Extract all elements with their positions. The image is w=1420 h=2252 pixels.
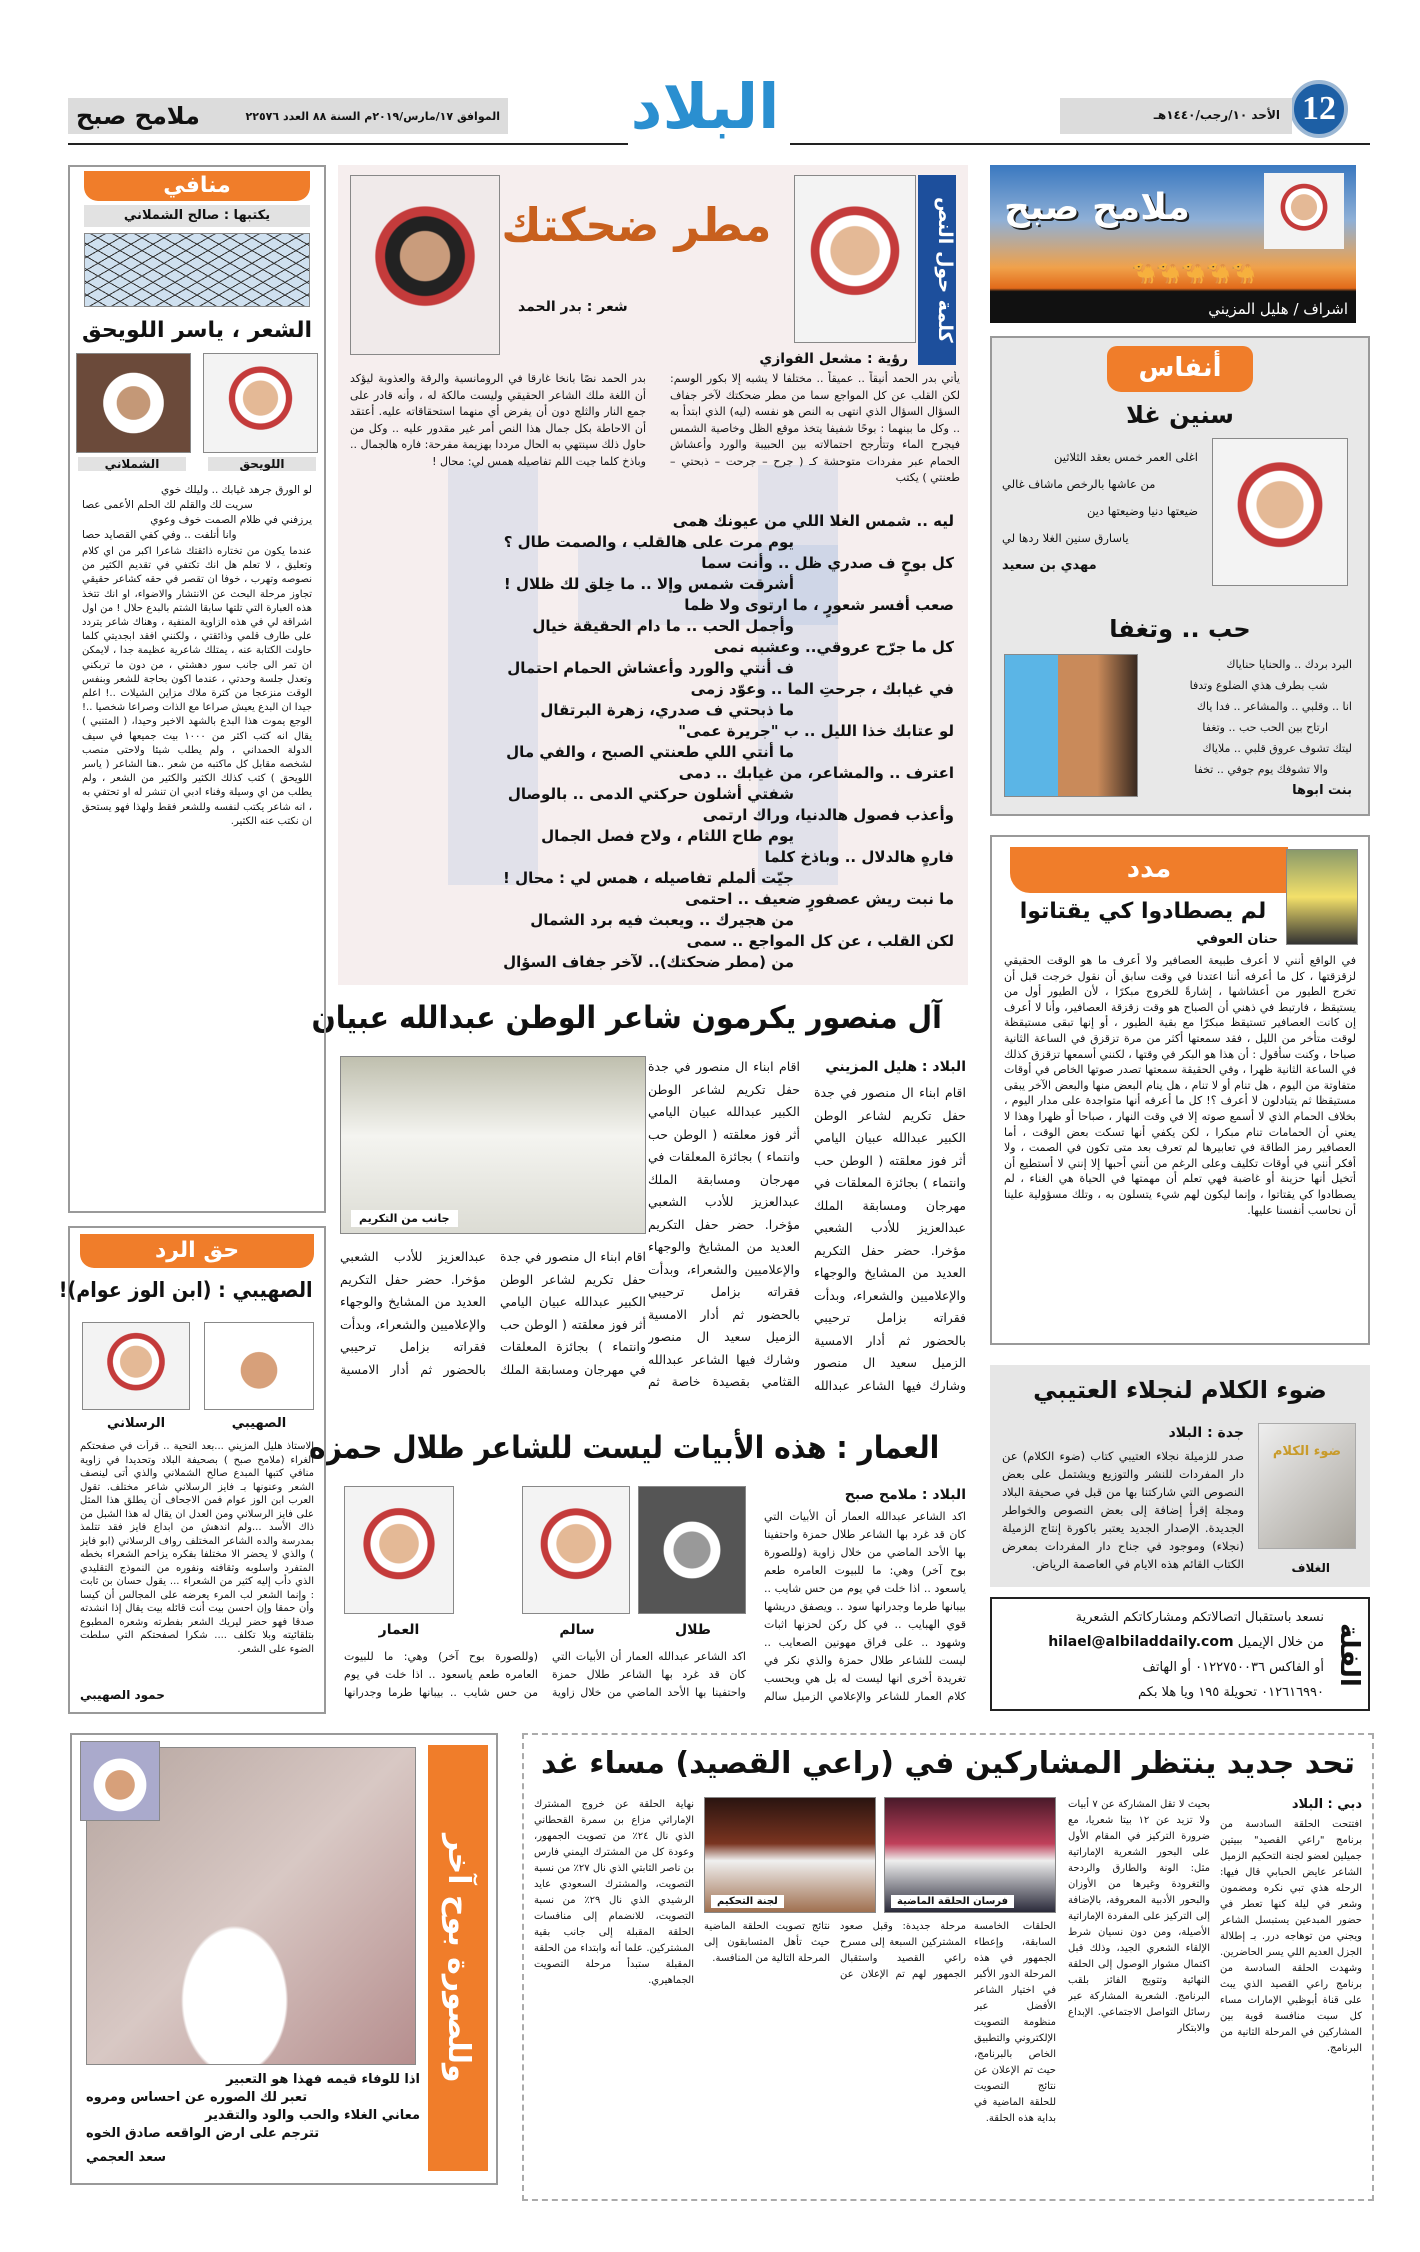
feature-title: مطر ضحكتك [501, 198, 772, 252]
article3-dateline: دبي : البلاد [1291, 1797, 1362, 1812]
manafi-label: منافي [84, 171, 310, 201]
anfas-box [990, 336, 1370, 816]
poem-line: والا تشوفك يوم جوفي .. تخفا [1194, 763, 1328, 776]
haq-alrad-title: الصهيبي : (ابن الوز عوام)! [58, 1278, 313, 1302]
poem-line: ياسارق سنين الغلا ردها لي [1002, 531, 1129, 545]
issue-info-bar [68, 98, 508, 134]
poem-line: اعترف .. والمشاعر، من غيابك .. دمى [678, 764, 954, 782]
article3-col4: مرحلة جديدة: وقبل صعود المشتركين السبعة إلى مسرح راعي القصيد واستقبال الجمهور لهم تم الإعلان عن نتائج تصويت الحلقة الماضية حيث تأهل المتسابقون إلى المرحلة التالية من المنافسة. [704, 1921, 966, 1980]
photo-caption: الشملاني [78, 457, 186, 471]
article-honoring [311, 990, 968, 1410]
article-ammar [309, 1420, 968, 1715]
salem-photo [522, 1486, 630, 1614]
haq-alrad-box [58, 1226, 326, 1714]
ceremony-photo [340, 1056, 646, 1234]
story-verse [86, 2071, 420, 2167]
story-author: سعد العجمي [86, 2150, 167, 2165]
poem1 [1002, 444, 1198, 579]
poem-line: وأعذب فصول هالدنيا، وراك ارتمى [702, 806, 954, 824]
article2-body-cont: اكد الشاعر عبدالله العمار أن الأبيات التي كان قد غرد بها الشاعر طلال حمزة واحتفينا بها الأحد الماضي من خلال زاوية (وللصورة بوح آخر) وهي: ما للبيوت العامره طعم ياسعود .. اذا خلت في يوم من حس شايب .. بيبانها طرما وجدرانها [344, 1650, 746, 1699]
verse-line: تترجم على ارض الواقعه صادق الخوه [86, 2126, 320, 2141]
article1-title: آل منصور يكرمون شاعر الوطن عبدالله عبيان [311, 1000, 942, 1036]
article3-title: تحد جديد ينتظر المشاركين في (راعي القصيد) مساء غد [541, 1746, 1355, 1781]
issue-info: الموافق ١٧/مارس/٢٠١٩م السنة ٨٨ العدد ٢٢٥٧٦ [245, 109, 500, 123]
poem-line: شب بطرف هذي الضلوع وتدفا [1189, 679, 1328, 692]
poem-line: البرد بردك .. والحنايا حناياك [1226, 658, 1352, 671]
section-banner [990, 165, 1356, 323]
madad-box [990, 835, 1370, 1345]
verse-line: معاني الغلاء والحب والود والتقدير [205, 2108, 420, 2123]
article2-dateline: البلاد : ملامح صبح [844, 1487, 966, 1503]
contact-text [998, 1605, 1324, 1705]
verse-line: سريت لك والقلم لك الحلم الأعمى عصا [82, 499, 253, 511]
photo-caption: الرسلاني [106, 1416, 166, 1431]
haq-alrad-body: الاستاذ هليل المزيني ...بعد التحية .. قرأت في صفحتكم الغراء (ملامح صبح ) بصحيفة البلاد وتحديدا في زاوية منافي كتبها المبدع صالح الشملاني والذي أتى لينصف الشعر وعنونها بـ فايز الرسلاني شاعر مختلف. تقول العرب ابن الوز عوام فمن الاجحاف أن يطلق هذا المثل على فايز الرسلاني ومن العدل ان يقال له هذا الشبل من ذاك الأسد ...ولم اندهش من ابداع فايز فقد تتلمذ بمدرسة والده الشاعر المختلف رواف الرسلاني (ابو فايز ) والذي لا يحضر الا مختلفا بفكره يزاحم الشعراء بخطه المتفرد واسلوبه وثقافته ونفوره من النموذج التقليدي الذي دأب إليه كثير من الشعراء ... يقول حسان بن ثابت : وإنما الشعر لب المرء يعرضه على المجالس أن كيسا وأن حمقا وإن احسن بيت أنت قائله بيت يقال إذا انشدته صدقا فهو حضر ليريك الشعر بفطرته وشعره المطبوع بتلقائيته وبلا تكلف .... شكرا لصفحتكم التي سلطت الضوء على الشعر. [80, 1441, 314, 1655]
poem-line: من (مطر ضحكتك).. لآخر جفاف السؤال [503, 953, 794, 971]
poem-line: فارهٍ هالدلال .. وباذخ كلما [764, 848, 954, 866]
shamlani-photo [76, 353, 191, 453]
page-number-badge: 12 [1290, 80, 1348, 138]
poem-line: ف أنتي والورد وأعشاش الحمام احتمال [507, 659, 794, 677]
poem2-title: حب .. وتغفا [1109, 615, 1251, 643]
contact-logo: الفلة [1334, 1623, 1364, 1687]
poem-line: انا .. وقلبي .. والمشاعر .. فدا ياك [1196, 700, 1352, 713]
banner-title: ملامح صبح [1004, 187, 1190, 228]
poem2 [1146, 654, 1352, 801]
poem-line: شفتي أشلون حركتي الدمى .. بالوصال [507, 785, 794, 803]
poem-author: مهدي بن سعيد [1002, 558, 1097, 573]
poet-photo [350, 175, 500, 355]
critic-intro-continued: بدر الحمد نصًا بانخا غارقا في الرومانسية والرقة والعذوبة ليؤكد أن اللغة ملك الشاعر الحقيقي وليست مالكة له ، وأنه قادر على جمع النار والثلج دون أن يفرض أي منهما استحقاقاته عليه. أعتقد أن الاحاطة بكل جمال هذا النص أمر غير مقدور عليه .. وكل من حاول ذلك سينتهي به الحال مرددا بهزيمة مفرحة: فاره هالجمال .. وباذخ كلما جيت اللم تفاصيله همس لي: محال ! [350, 372, 646, 468]
poet-label: شعر : بدر الحمد [518, 299, 628, 315]
poem-line: اغلى العمر خمس بعقد الثلاثين [1054, 450, 1198, 464]
poem-line: يوم طاح اللثام ، ولاح فصل الجمال [541, 827, 794, 845]
article3-col3: الحلقات الخامسة السابقة، وإعطاء الجمهور في هذه المرحلة الدور الأكبر في اختيار الشاعر الأفضل عبر منظومة التصويت الإلكتروني والتطبيق الخاص بالبرنامج، حيث تم الإعلان عن نتائج التصويت للحلقة الماضية في بداية هذه الحلقة. [974, 1921, 1056, 2124]
article1-dateline: البلاد : هليل المزيني [825, 1059, 966, 1075]
section-title: ملامح صبح [76, 102, 200, 130]
article3-col2: بحيث لا تقل المشاركة عن ٧ أبيات ولا تزيد عن ١٢ بيتا شعريا، مع ضرورة التركيز في المقام الأول على البحور الشعرية الإماراتية مثل: الونة والطارق والردحة والتغرودة وغيرها من الأوزان والبحور الأدبية المعروفة، بالإضافة إلى التركيز على المفردة الإماراتية الأصيلة، ومن دون نسيان شرط الإلقاء الشعري الجيد، وذلك قبل اكتمال مشوار الوصول إلى الحلقة النهائية وتتويج الفائز بلقب البرنامج. الشعرية المشاركة عبر رسائل التواصل الاجتماعي. الإبداع والابتكار [1068, 1799, 1210, 2034]
poem-line: أشرقت شمس وإلا .. ما خِلق لك ظلال ! [503, 575, 794, 593]
newspaper-logo: البلاد [630, 70, 780, 143]
jury-photo [704, 1797, 876, 1913]
photo-caption: العمار [378, 1622, 420, 1638]
critic-label: رؤية : مشعل الفوازي [759, 351, 908, 367]
book-box [990, 1365, 1370, 1587]
photo-caption: اللويحق [208, 457, 316, 471]
haq-alrad-signature: حمود الصهيبي [80, 1688, 165, 1702]
verse-line: يرزفني في ظلام الصمت خوف وعوي [150, 514, 312, 526]
poet-photo [1212, 438, 1348, 586]
photo-caption: سالم [559, 1622, 595, 1638]
poem-line: كل ما جرّح عروقي.. وعشبه نمى [713, 638, 954, 656]
poem-line: ما نبت ريش عصفورٍ ضعيف .. احتمى [685, 890, 954, 908]
madad-body: في الواقع أنني لا أعرف طبيعة العصافير ولا أعرف ما هو الوقت الحقيقي لزقزقتها ، كل ما أعرفه أننا اعتدنا في وقت سابق أن نقول خرجت قبل أن تخرج الطيور من أعشاشها ، إشارةً للخروج مبكرًا ، لأن الطيور أول من يستيقظ ، فارتبط في ذهني أن الصباح هو وقت زقزقة العصافير، وأنا لا أعرف إن كانت العصافير تستيقظ مبكرًا مع بقية الطيور ، أو إنها تبقى مستيقظة لوقت متأخر من الليل ، فقد سمعتها أكثر من مرة تزقزق في الساعة الثانية صباحا ، وكنت سأقول : أن هذا هو البكر في وقتها ، لكنني أسمعها تزقزق كذلك في الساعة الثانية ظهرا ، وفي الحقيقة سمعتها تصدر صوتها الخاص في أوقات متفاوتة من اليوم ، هل تنام أو لا تنام ، هل ينام البعض منها والبعض الآخر يبقى مستيقظا ثم يتبادلون لا أعرف ؟! كل ما أعرفه أنها متواجدة على مدار اليوم ، بخلاف الحمام الذي لا أسمع صوته إلا في وقت النهار ، صباحا أو ظهرا وهذا لا يعني أن الحمامات تنام مبكرا ، لكن يكفي أنها تسكت بعض الوقت ، أما العصافير رمز الطاقة في تعابيرها لم تعرف بعد متى تكون في الصمت ، ولا أفكر أنني في أوقات تكليف وعلى الرغم من أنني أحبها إلا إنني لا أستطيع أن أتخيل أنها حزينة أو غاضبة فهي تعلم أن مهمتها في الحياة هي الغناء ، لم يصطادوا كي يقتاتوا ، وإنما ليكون لهم شيء يتسلون به ، وتلك مسؤولية علينا أن نحاسب أنفسنا عليها. [1004, 954, 1356, 1217]
photo-caption: لجنة التحكيم [711, 1895, 784, 1908]
contact-line: نسعد باستقبال اتصالاتكم ومشاركاتكم الشعرية [1075, 1610, 1324, 1625]
manafi-title: الشعر ، ياسر اللويحق [82, 318, 312, 343]
verse-line: لو الورق جرهد غيابك .. وليلك خوي [161, 484, 312, 496]
poem-line: ليه .. شمس الغلا اللي من عيونك همى [672, 512, 954, 530]
photo-caption: طلال [675, 1622, 711, 1638]
madad-title: لم يصطادوا كي يقتاتوا [1019, 899, 1267, 924]
book-cover-caption: الغلاف [1291, 1561, 1330, 1575]
verse-line: وانا أتلفت .. وفي كفي القصايد حصا [82, 529, 237, 541]
contact-phone-line: ٠١٢٦١٦٩٩٠ تحويلة ١٩٥ ويا هلا بكم [1137, 1685, 1324, 1700]
contact-email[interactable]: hilael@albiladdaily.com [1048, 1634, 1234, 1650]
article2-body: اكد الشاعر عبدالله العمار أن الأبيات التي كان قد غرد بها الشاعر طلال حمزة واحتفينا بها الأحد الماضي من خلال زاوية (وللصورة بوح آخر) وهي: ما للبيوت العامره طعم ياسعود .. اذا خلت في يوم من حس شايب .. بيبانها طرما وجدرانها سود .. ويصفق دريشها قوي الهبايب .. في كل ركن لحزنها اثبات وشهود .. على فراق مهونين الصعايب .. ليست للشاعر طلال حمزة والذي نكر في تغريدة أخرى انها ليست له بل هي وبحسب كلام العمار للشاعر والإعلامي الزميل سالم [764, 1510, 966, 1703]
contact-box [990, 1597, 1370, 1711]
madad-label: مدد [1010, 847, 1288, 893]
book-body: صدر للزميلة نجلاء العتيبي كتاب (ضوء الكلام) عن دار المفردات للنشر والتوزيع ويشتمل على بعض النصوص التي شاركتنا بها من قبل في صحيفة البلاد ومجلة إقرأ إضافة إلى بعض النصوص والخواطر الجديدة. الإصدار الجديد يعتبر باكورة إنتاج الزميلة (نجلاء) وموجود في جناح دار المفردات بمعرض الكتاب القائم هذه الايام في العاصمة الرياض. [1002, 1449, 1244, 1571]
article1-body-col2: اقام ابناء ال منصور في جدة حفل تكريم لشاعر الوطن الكبير عبدالله عبيان اليامي أثر فوز معلقته ( الوطن حب وانتماء ) بجائزة المعلقات في مهرجان ومسابقة الملك عبدالعزيز للأدب الشعبي مؤخرا. حضر حفل التكريم العديد من المشايخ والوجهاء والإعلاميين والشعراء، وبدأت فقراته بزامل ترحيبي بالحضور ثم أدار الامسية الزميل سعيد ال منصور وشارك فيها الشاعر عبدالله القثامي بقصيدة خاصة ثم [648, 1059, 800, 1389]
poem-line: من عاشها بالرخص ماشاف غالي [1002, 477, 1156, 491]
luwaihiq-photo [203, 353, 318, 453]
feature-poem [352, 511, 954, 973]
supervisor-photo [1264, 173, 1344, 249]
poem-line: ضيعتها دنيا وضيعتها دين [1086, 504, 1198, 518]
article3-col1: افتتحت الحلقة السادسة من برنامج "راعي القصيد" ببيتين جميلين لعضو لجنة التحكيم الزميل الشاعر عايض الحبابي قال فيها: الرحله هذي تبي نكره ومضمون وشعر في ليلة كنها تعطر في حضور المبدعين يستبسل الشاعر ويجني من توهاجه درر. بـ إطلالة الجزل العديم اللي يسر الحاضرين. وشهدت الحلقة السادسة من برنامج راعي القصيد الذي يبث على قناة أبوظبي الإمارات مساء كل سبت منافسة قوية بين المشاركين في المرحلة الثانية من البرنامج. [1220, 1819, 1362, 2054]
photo-story-box [70, 1733, 498, 2185]
sunset-photo [1286, 849, 1358, 945]
manafi-byline: يكتبها : صالح الشملاني [84, 205, 310, 227]
book-title: ضوء الكلام لنجلاء العتيبي [1033, 1376, 1327, 1404]
poem-line: في غيابك ، جرحتِ الما .. وعوّد زمى [690, 680, 954, 698]
feature-box [338, 165, 968, 985]
ammar-photo [344, 1486, 454, 1614]
manafi-verse [82, 483, 312, 543]
photo-caption: فرسان الحلقة الماضية [891, 1895, 1014, 1908]
contact-fax-line: أو الفاكس ٠١٢٢٧٥٠٠٣٦ أو الهاتف [1142, 1660, 1324, 1675]
poem-line: صعب أفسر شعورٍ ، ما ارتوى ولا ظما [684, 596, 954, 614]
poem-line: ارتاح بين الحب حب .. وتغفا [1202, 721, 1328, 734]
verse-line: اذا للوفاء قيمه فهذا هو التعبير [226, 2072, 420, 2087]
photo-story-label: وللصورة بوح آخر [428, 1745, 488, 2171]
poem-line: ليتك تشوف عروق قلبي .. ملاياك [1202, 742, 1352, 755]
manafi-body: عندما يكون من تختاره ذائقتك شاعرا اكبر من اي كلام وتعليق ، لا تعلم هل انك تكتفي في تقديم الكثير من نصوصه وتهرب ، خوفا ان تقصر في حقه كشاعر حقيقي تجاوز مرحلة البحث عن الانتشار والاضواء، او انك تتخذ هذه العبارة التي تلتها سابقا الشتم بالبدع حلال ! من اول اشراقة لي في هذه الزاوية المنفية ، وهناك شاعر يتردد على طارف قلمي وذائقتي ، ولكنني افقد ابجديتي كلما حاولت الكتابة عنه ، يمتلك شاعرية عظيمة جدا ، لايمكن ان تمر الى جانب سور دهشتي ، من دون ما تربكني وتعدل جلسة وحدتي ، عندما اكون بحاجة للشعر وبنفس الوقت منزعجا من كثرة ملاك مزاين الشيلات ..! اعلم جيدا ان البدع يعيش صراعا مع الذات وصراعا شخصيا ..! الوجع يموت هذا البدع بالشهد الاخير وحيدا، ( المتنبي ) يقال انه كتب اكثر من ١٠٠٠ بيت جميعها في سيف الدولة الحمداني ، ولم يطلب شيئا ولاحتى منصب لشخصه مقابل كل ماكتبه من شعر ..هنا الشاعر ( ياسر اللويحق ) كتب كذلك الكثير والكثير من الشعر ، ولم يطلب من اي وسيلة وفناء ادبي ان تنشر له او تحتفي به ، انه شاعر يكتب لنفسه وللشعر فقط ولهذا فهو يستحق ان نكتب عنه الكثير. [82, 546, 312, 827]
camel-silhouettes: 🐪🐪🐪🐪🐪 [1131, 261, 1256, 285]
poem-line: لكن القلب ، عن كل المواجع .. سمى [686, 932, 954, 950]
article2-title: العمار : هذه الأبيات ليست للشاعر طلال حمزه [309, 1430, 940, 1466]
book-cover: ضوء الكلام [1258, 1423, 1356, 1549]
verse-line: تعبر لك الصوره عن احساس ومروه [86, 2090, 308, 2105]
manafi-box [68, 165, 326, 1213]
suhaibi-photo [204, 1322, 314, 1410]
talal-photo [638, 1486, 746, 1614]
header-rule [68, 143, 628, 145]
article3-col5: نهاية الحلقة عن خروج المشترك الإماراتي مزاع بن سمرة القحطاني الذي نال ٢٤٪ من تصويت الجمهور، وعودة كل من المشترك اليمني فارس بن ناصر الثابتي الذي نال ٢٧٪ من نسبة التصويت، والمشترك السعودي عايد الرشيدي الذي نال ٢٩٪ من نسبة التصويت، للانضمام إلى منافسات الحلقة المقبلة إلى جانب بقية المشتركين. علما أنه وابتداء من الحلقة المقبلة ستبدأ مرحلة التصويت الجماهيري. [534, 1799, 694, 1986]
contact-email-label: من خلال الإيميل [1237, 1635, 1324, 1650]
raai-alqasid-article [522, 1733, 1374, 2201]
poem-line: ما ذبحتي ف صدري، زهرة البرتقال [540, 701, 794, 719]
book-dateline: جدة : البلاد [1168, 1425, 1244, 1441]
poem-line: وأجمل الحب .. ما دام الحقيقة خيال [532, 617, 794, 635]
hijri-date-bar: الأحد ١٠/رجب/١٤٤٠هـ [1060, 98, 1292, 134]
poem-author: بنت ابوها [1292, 783, 1352, 798]
article1-body: اقام ابناء ال منصور في جدة حفل تكريم لشاعر الوطن الكبير عبدالله عبيان اليامي أثر فوز معلقته ( الوطن حب وانتماء ) بجائزة المعلقات في مهرجان ومسابقة الملك عبدالعزيز للأدب الشعبي مؤخرا. حضر حفل التكريم العديد من المشايخ والوجهاء والإعلاميين والشعراء، وبدأت فقراته بزامل ترحيبي بالحضور ثم أدار الامسية الزميل سعيد ال منصور وشارك فيها الشاعر عبدالله [814, 1085, 966, 1393]
photo-caption: الصهيبي [231, 1416, 287, 1431]
poem2-photo [1004, 654, 1138, 797]
banner-supervisor: اشراف / هليل المزيني [1208, 300, 1348, 318]
contact-line [998, 1630, 1324, 1655]
poem-line: لو عتابك خذا الليل .. ب "جريرة عمى" [678, 722, 954, 740]
poem-line: كل بوحٍ ف صدري ظل .. وأنت سما [701, 554, 954, 572]
manafi-text-flow [82, 483, 312, 1203]
anfas-label: أنفاس [1107, 346, 1253, 392]
contestants-photo [884, 1797, 1056, 1913]
madad-author: حنان العوفي [1196, 932, 1278, 947]
header-rule [790, 143, 1370, 145]
photo-caption: جانب من التكريم [351, 1210, 458, 1227]
critic-intro: يأتي بدر الحمد أنيقاً .. عميقاً .. مختلفا لا يشبه إلا بكور الوسم: لكن القلب عن كل المواجع سما من مطر ضحكتك لآخر جفاف السؤال السؤال الذي انتهى به النص هو نفسه (ليه) الذي ابتدأ به .. وكل ما بينهما : بوحًا شفيفا يتخذ موقع الظل وخاصية الشمس فيجرح الماء وتتأرجح احتمالاته بين الحبيبة والورد وأعشاش الحمام عبر مفردات متوحشة كـ ( جرح – جرحت – ذبحتي – طعنتي ) يكتب [670, 372, 960, 484]
article1-body-col3: اقام ابناء ال منصور في جدة حفل تكريم لشاعر الوطن الكبير عبدالله عبيان اليامي أثر فوز معلقته ( الوطن حب وانتماء ) بجائزة المعلقات في مهرجان ومسابقة الملك عبدالعزيز للأدب الشعبي مؤخرا. حضر حفل التكريم العديد من المشايخ والوجهاء والإعلاميين والشعراء، وبدأت فقراته بزامل ترحيبي بالحضور ثم أدار الامسية [340, 1249, 646, 1377]
poem1-title: سنين غلا [1126, 401, 1234, 429]
author-photo [80, 1741, 160, 1821]
poem-line: جيّت ألملم تفاصيله ، همس لي : محال ! [503, 869, 794, 887]
haq-alrad-label: حق الرد [80, 1234, 314, 1268]
net-illustration [84, 233, 310, 307]
rislani-photo [82, 1322, 190, 1410]
poem-line: ما أنتي اللي طعنتي الصبح ، والفي مال [506, 743, 794, 761]
feature-badge: كلمة حول النص [918, 175, 956, 365]
poem-line: من هجيرك .. ويعبث فيه برد الشمال [530, 911, 794, 929]
poem-line: يوم مرت على هالقلب ، والصمت طال ؟ [503, 533, 794, 551]
critic-photo [794, 175, 916, 343]
